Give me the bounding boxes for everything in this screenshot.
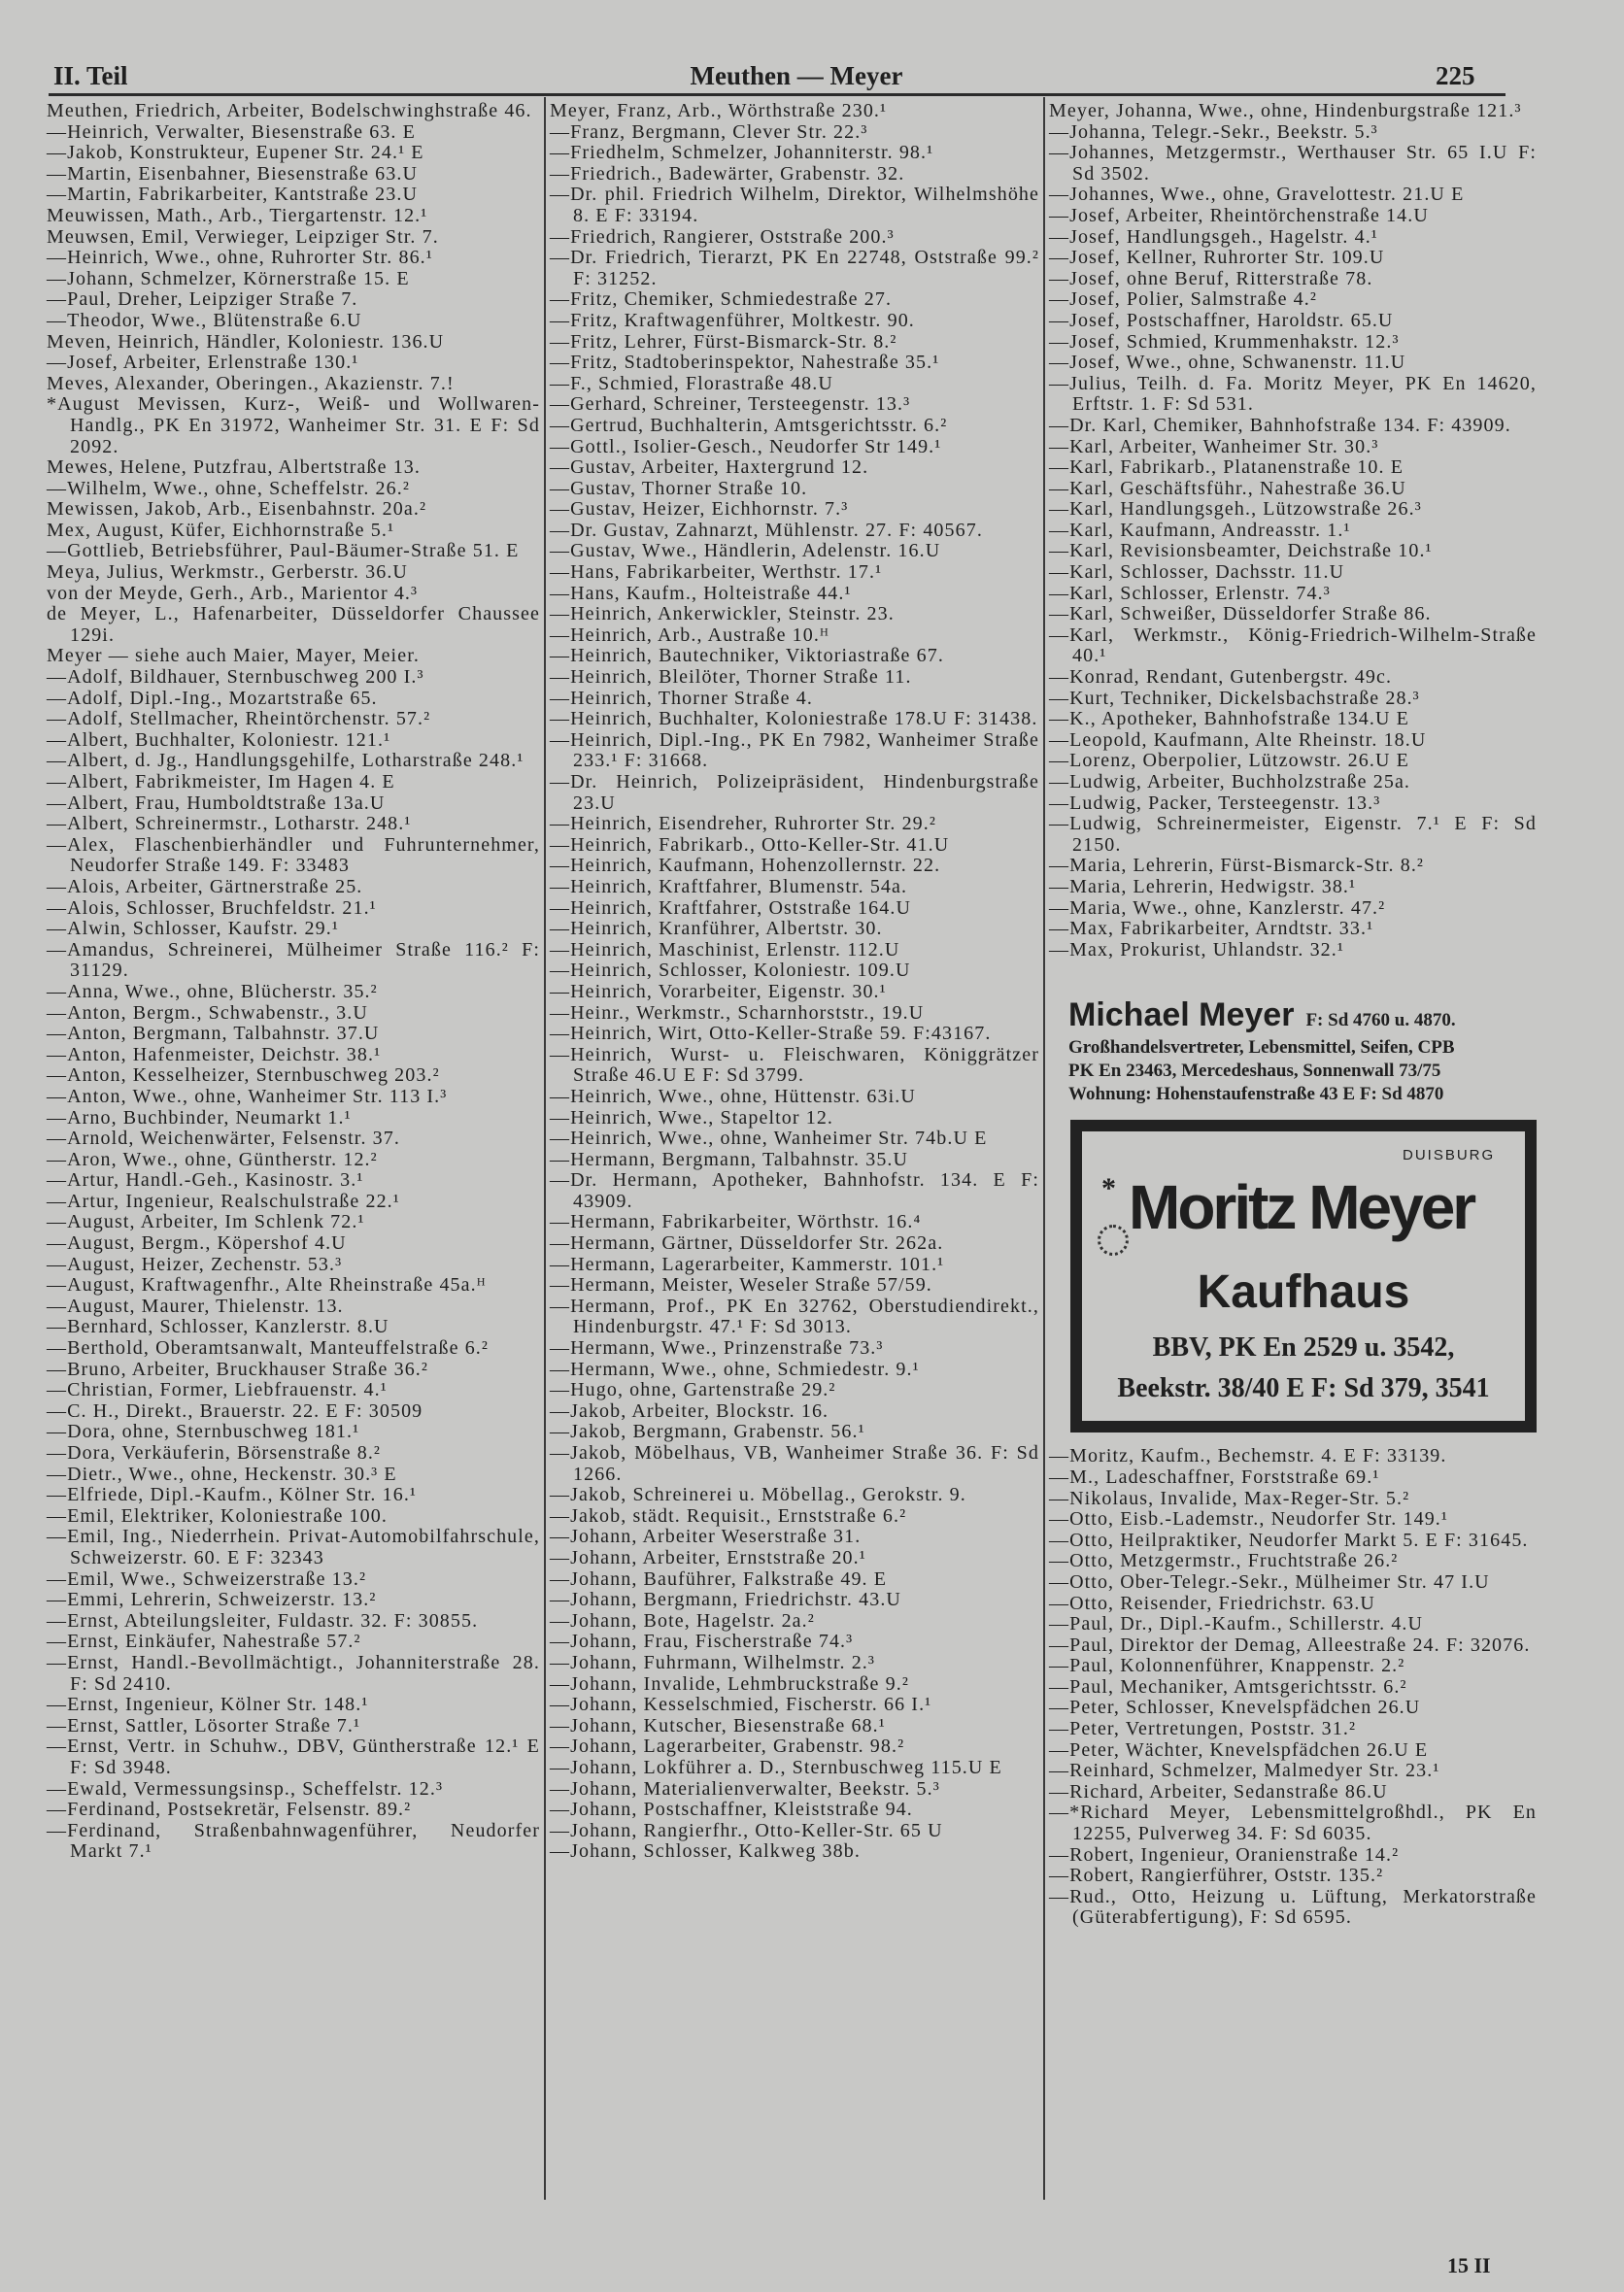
directory-entry: —Johann, Frau, Fischerstraße 74.³ — [550, 1631, 854, 1653]
directory-entry: —Heinrich, Fabrikarb., Otto-Keller-Str. 41.U — [550, 833, 950, 856]
directory-entry: —Fritz, Stadtoberinspektor, Nahestraße 35.¹ — [550, 352, 940, 374]
directory-entry: —Karl, Revisionsbeamter, Deichstraße 10.¹ — [1049, 540, 1433, 562]
directory-entry: —Ernst, Vertr. in Schuhw., DBV, Güntherstraße 12.¹ E F: Sd 3948. — [47, 1736, 540, 1778]
directory-entry: —Karl, Werkmstr., König-Friedrich-Wilhelm-Straße 40.¹ — [1049, 624, 1537, 667]
directory-entry: —Dr. Gustav, Zahnarzt, Mühlenstr. 27. F: 40567. — [550, 519, 983, 541]
directory-entry: Meven, Heinrich, Händler, Koloniestr. 136.U — [47, 330, 445, 353]
directory-entry: —Anton, Bergmann, Talbahnstr. 37.U — [47, 1023, 380, 1045]
directory-entry: Meves, Alexander, Oberingen., Akazienstr. 7.! — [47, 372, 455, 394]
directory-entry: —Otto, Heilpraktiker, Neudorfer Markt 5. E F: 31645. — [1049, 1529, 1529, 1551]
directory-entry: —Johannes, Wwe., ohne, Gravelottestr. 21.U E — [1049, 184, 1465, 206]
directory-entry: —Dora, ohne, Sternbuschweg 181.¹ — [47, 1421, 360, 1443]
page-number: 225 — [1436, 61, 1475, 90]
ad-line: Großhandelsvertreter, Lebensmittel, Seifen, CPB — [1068, 1037, 1455, 1059]
directory-entry: —Gustav, Thorner Straße 10. — [550, 477, 808, 499]
directory-entry: —Friedrich., Badewärter, Grabenstr. 32. — [550, 162, 905, 185]
directory-entry: —F., Schmied, Florastraße 48.U — [550, 372, 833, 394]
wreath-icon — [1098, 1225, 1129, 1256]
directory-column-3-top — [1049, 101, 1537, 961]
directory-entry: —Anton, Wwe., ohne, Wanheimer Str. 113 I.³ — [47, 1085, 448, 1107]
directory-entry: —Jakob, Möbelhaus, VB, Wanheimer Straße 36. F: Sd 1266. — [550, 1442, 1039, 1485]
directory-entry: —Heinrich, Kraftfahrer, Blumenstr. 54a. — [550, 875, 908, 897]
directory-entry: —Emmi, Lehrerin, Schweizerstr. 13.² — [47, 1589, 377, 1611]
directory-entry: —Albert, Fabrikmeister, Im Hagen 4. E — [47, 771, 395, 792]
directory-entry: —Heinrich, Buchhalter, Koloniestraße 178.U F: 31438. — [550, 708, 1038, 730]
directory-entry: —Alois, Schlosser, Bruchfeldstr. 21.¹ — [47, 896, 377, 919]
directory-entry: —Albert, Schreinermstr., Lotharstr. 248.¹ — [47, 813, 412, 835]
directory-entry: —K., Apotheker, Bahnhofstraße 134.U E — [1049, 708, 1409, 730]
directory-entry: —Hugo, ohne, Gartenstraße 29.² — [550, 1379, 836, 1401]
logo-text: Moritz Meyer — [1129, 1172, 1474, 1243]
directory-entry: —Artur, Handl.-Geh., Kasinostr. 3.¹ — [47, 1169, 364, 1192]
directory-entry: —Ernst, Ingenieur, Kölner Str. 148.¹ — [47, 1694, 369, 1716]
directory-entry: —Christian, Former, Liebfrauenstr. 4.¹ — [47, 1379, 388, 1401]
ad-line: PK En 23463, Mercedeshaus, Sonnenwall 73/75 — [1068, 1061, 1441, 1082]
directory-column-2 — [550, 101, 1039, 1863]
section-label: II. Teil — [53, 61, 128, 90]
ad-subtitle: Kaufhaus — [1197, 1266, 1410, 1319]
directory-entry: —Hermann, Lagerarbeiter, Kammerstr. 101.¹ — [550, 1253, 945, 1275]
directory-entry: —Martin, Fabrikarbeiter, Kantstraße 23.U — [47, 184, 418, 206]
directory-entry: —Reinhard, Schmelzer, Malmedyer Str. 23.¹ — [1049, 1760, 1440, 1782]
directory-entry: —Heinrich, Bautechniker, Viktoriastraße 67. — [550, 645, 944, 667]
directory-entry: —Karl, Arbeiter, Wanheimer Str. 30.³ — [1049, 435, 1379, 457]
directory-entry: —Josef, ohne Beruf, Ritterstraße 78. — [1049, 267, 1373, 289]
directory-entry: —Hermann, Fabrikarbeiter, Wörthstr. 16.⁴ — [550, 1211, 922, 1233]
directory-entry: —Johann, Schlosser, Kalkweg 38b. — [550, 1840, 861, 1863]
ad-line: Wohnung: Hohenstaufenstraße 43 E F: Sd 4870 — [1068, 1084, 1444, 1105]
directory-entry: Meyer, Franz, Arb., Wörthstraße 230.¹ — [550, 100, 888, 121]
directory-entry: —August, Arbeiter, Im Schlenk 72.¹ — [47, 1211, 365, 1233]
directory-entry: —Josef, Wwe., ohne, Schwanenstr. 11.U — [1049, 352, 1406, 374]
directory-entry: —Franz, Bergmann, Clever Str. 22.³ — [550, 120, 868, 143]
directory-entry: —Paul, Direktor der Demag, Alleestraße 24. F: 32076. — [1049, 1634, 1531, 1656]
directory-entry: —Ludwig, Schreinermeister, Eigenstr. 7.¹ E F: Sd 2150. — [1049, 813, 1537, 856]
directory-entry: —Heinrich, Vorarbeiter, Eigenstr. 30.¹ — [550, 980, 887, 1002]
header-rule — [49, 93, 1506, 96]
directory-entry: —Ernst, Sattler, Lösorter Straße 7.¹ — [47, 1714, 361, 1736]
directory-entry: —Dr. Hermann, Apotheker, Bahnhofstr. 134. E F: 43909. — [550, 1169, 1039, 1212]
directory-entry: —Ferdinand, Straßenbahnwagenführer, Neudorfer Markt 7.¹ — [47, 1819, 540, 1863]
directory-entry: —Johann, Fuhrmann, Wilhelmstr. 2.³ — [550, 1651, 875, 1673]
directory-entry: —Heinrich, Wwe., ohne, Ruhrorter Str. 86.¹ — [47, 247, 433, 269]
directory-entry: —Johann, Bergmann, Friedrichstr. 43.U — [550, 1589, 901, 1611]
directory-entry: —Gustav, Wwe., Händlerin, Adelenstr. 16.U — [550, 540, 941, 562]
directory-entry: —Maria, Wwe., ohne, Kanzlerstr. 47.² — [1049, 896, 1386, 919]
directory-entry: —Johann, Kesselschmied, Fischerstr. 66 I.¹ — [550, 1694, 932, 1716]
directory-entry: —Johann, Arbeiter Weserstraße 31. — [550, 1526, 862, 1548]
directory-entry: —Johann, Lokführer a. D., Sternbuschweg 115.U E — [550, 1756, 1002, 1778]
directory-entry: —Max, Prokurist, Uhlandstr. 32.¹ — [1049, 938, 1344, 961]
directory-entry: —Hans, Fabrikarbeiter, Werthstr. 17.¹ — [550, 561, 883, 584]
directory-entry: —Hans, Kaufm., Holteistraße 44.¹ — [550, 582, 852, 604]
directory-entry: de Meyer, L., Hafenarbeiter, Düsseldorfer Chaussee 129i. — [47, 603, 540, 646]
directory-entry: —August, Maurer, Thielenstr. 13. — [47, 1295, 344, 1317]
directory-entry: —Dr. Heinrich, Polizeipräsident, Hindenburgstraße 23.U — [550, 771, 1039, 814]
directory-entry: —Bernhard, Schlosser, Kanzlerstr. 8.U — [47, 1316, 389, 1338]
directory-entry: —Maria, Lehrerin, Fürst-Bismarck-Str. 8.² — [1049, 855, 1425, 877]
directory-entry: —Johann, Schmelzer, Körnerstraße 15. E — [47, 267, 410, 289]
directory-entry: —Ernst, Einkäufer, Nahestraße 57.² — [47, 1631, 361, 1653]
directory-entry: —Alois, Arbeiter, Gärtnerstraße 25. — [47, 875, 363, 897]
directory-entry: —Friedrich, Rangierer, Oststraße 200.³ — [550, 225, 895, 248]
directory-entry: —Heinr., Werkmstr., Scharnhorststr., 19.U — [550, 1001, 925, 1024]
directory-entry: —Lorenz, Oberpolier, Lützowstr. 26.U E — [1049, 750, 1409, 772]
directory-entry: —Hermann, Gärtner, Düsseldorfer Str. 262a. — [550, 1232, 944, 1255]
directory-entry: Meuwissen, Math., Arb., Tiergartenstr. 12.¹ — [47, 204, 428, 226]
directory-entry: —Dr. Karl, Chemiker, Bahnhofstraße 134. F: 43909. — [1049, 414, 1511, 436]
directory-entry: —Dr. Friedrich, Tierarzt, PK En 22748, Oststraße 99.² F: 31252. — [550, 247, 1039, 289]
directory-entry: —Johann, Materialienverwalter, Beekstr. 5.³ — [550, 1777, 940, 1800]
directory-entry: Meuwsen, Emil, Verwieger, Leipziger Str. 7. — [47, 225, 439, 248]
directory-entry: —Heinrich, Kaufmann, Hohenzollernstr. 22. — [550, 855, 941, 877]
directory-entry: —Moritz, Kaufm., Bechemstr. 4. E F: 33139. — [1049, 1445, 1447, 1467]
directory-entry: —Amandus, Schreinerei, Mülheimer Straße 116.² F: 31129. — [47, 938, 540, 982]
directory-entry: —Dietr., Wwe., ohne, Heckenstr. 30.³ E — [47, 1463, 397, 1485]
directory-entry: —Karl, Handlungsgeh., Lützowstraße 26.³ — [1049, 498, 1422, 521]
directory-entry: —Heinrich, Wirt, Otto-Keller-Straße 59. F:43167. — [550, 1023, 992, 1045]
directory-entry: —Peter, Vertretungen, Poststr. 31.² — [1049, 1718, 1357, 1740]
advertisement-michael-meyer — [1068, 994, 1537, 1106]
directory-entry: —Dora, Verkäuferin, Börsenstraße 8.² — [47, 1442, 382, 1464]
directory-entry: —Richard, Arbeiter, Sedanstraße 86.U — [1049, 1780, 1388, 1803]
directory-entry: —Paul, Dr., Dipl.-Kaufm., Schillerstr. 4.U — [1049, 1613, 1424, 1635]
directory-entry: —Gottl., Isolier-Gesch., Neudorfer Str 149.¹ — [550, 435, 942, 457]
directory-entry: —Peter, Schlosser, Knevelspfädchen 26.U — [1049, 1697, 1421, 1719]
directory-entry: —Karl, Kaufmann, Andreasstr. 1.¹ — [1049, 519, 1351, 541]
directory-entry: —Johann, Kutscher, Biesenstraße 68.¹ — [550, 1714, 886, 1736]
directory-entry: —Heinrich, Maschinist, Erlenstr. 112.U — [550, 938, 900, 961]
directory-entry: —Peter, Wächter, Knevelspfädchen 26.U E — [1049, 1738, 1429, 1761]
directory-entry: —Karl, Fabrikarb., Platanenstraße 10. E — [1049, 456, 1404, 479]
directory-entry: —Jakob, Bergmann, Grabenstr. 56.¹ — [550, 1421, 865, 1443]
directory-entry: —Karl, Schweißer, Düsseldorfer Straße 86. — [1049, 603, 1432, 625]
directory-entry: Mewissen, Jakob, Arb., Eisenbahnstr. 20a.² — [47, 498, 427, 521]
directory-entry: —Heinrich, Wwe., ohne, Wanheimer Str. 74b.U E — [550, 1128, 988, 1150]
directory-entry: —Heinrich, Wurst- u. Fleischwaren, Königgrätzer Straße 46.U E F: Sd 3799. — [550, 1043, 1039, 1087]
directory-entry: —Gertrud, Buchhalterin, Amtsgerichtsstr. 6.² — [550, 414, 948, 436]
directory-entry: —Dr. phil. Friedrich Wilhelm, Direktor, Wilhelmshöhe 8. E F: 33194. — [550, 184, 1039, 226]
directory-entry: —Albert, d. Jg., Handlungsgehilfe, Lotharstraße 248.¹ — [47, 750, 524, 772]
directory-entry: —Konrad, Rendant, Gutenbergstr. 49c. — [1049, 666, 1393, 689]
directory-column-1 — [47, 101, 540, 1863]
directory-entry: Meyer — siehe auch Maier, Mayer, Meier. — [47, 645, 420, 667]
directory-entry: —Ernst, Abteilungsleiter, Fuldastr. 32. F: 30855. — [47, 1609, 479, 1632]
directory-entry: —Heinrich, Verwalter, Biesenstraße 63. E — [47, 120, 416, 143]
directory-entry: —Adolf, Bildhauer, Sternbuschweg 200 I.³ — [47, 666, 424, 689]
directory-entry: —Aron, Wwe., ohne, Güntherstr. 12.² — [47, 1148, 378, 1170]
directory-entry: —Anna, Wwe., ohne, Blücherstr. 35.² — [47, 980, 378, 1002]
directory-entry: —Adolf, Stellmacher, Rheintörchenstr. 57.² — [47, 708, 431, 730]
directory-entry: —Julius, Teilh. d. Fa. Moritz Meyer, PK En 14620, Erftstr. 1. F: Sd 531. — [1049, 372, 1537, 416]
directory-entry: —M., Ladeschaffner, Forststraße 69.¹ — [1049, 1466, 1380, 1488]
directory-entry: —Johann, Arbeiter, Ernststraße 20.¹ — [550, 1546, 866, 1568]
ad-line: BBV, PK En 2529 u. 3542, — [1152, 1332, 1455, 1364]
directory-entry: —Alex, Flaschenbierhändler und Fuhrunternehmer, Neudorfer Straße 149. F: 33483 — [47, 833, 540, 877]
directory-entry: —Josef, Handlungsgeh., Hagelstr. 4.¹ — [1049, 225, 1378, 248]
directory-entry: —Emil, Elektriker, Koloniestraße 100. — [47, 1504, 388, 1527]
directory-entry: —Friedhelm, Schmelzer, Johanniterstr. 98.¹ — [550, 142, 934, 164]
directory-entry: —Heinrich, Bleilöter, Thorner Straße 11. — [550, 666, 912, 689]
directory-entry: —Anton, Kesselheizer, Sternbuschweg 203.² — [47, 1064, 440, 1087]
directory-entry: —Hermann, Meister, Weseler Straße 57/59. — [550, 1274, 932, 1297]
directory-entry: —Artur, Ingenieur, Realschulstraße 22.¹ — [47, 1190, 400, 1212]
directory-entry: —Jakob, Konstrukteur, Eupener Str. 24.¹ E — [47, 142, 424, 164]
directory-entry: —Albert, Frau, Humboldtstraße 13a.U — [47, 792, 386, 814]
directory-entry: —Hermann, Wwe., Prinzenstraße 73.³ — [550, 1337, 884, 1360]
directory-entry: —Paul, Dreher, Leipziger Straße 7. — [47, 288, 358, 311]
directory-entry: —Gustav, Arbeiter, Haxtergrund 12. — [550, 456, 869, 479]
directory-entry: —Heinrich, Eisendreher, Ruhrorter Str. 29.² — [550, 813, 936, 835]
directory-entry: —Josef, Arbeiter, Erlenstraße 130.¹ — [47, 352, 359, 374]
directory-entry: —Heinrich, Arb., Austraße 10.ᴴ — [550, 624, 829, 646]
directory-entry: —Johannes, Metzgermstr., Werthauser Str. 65 I.U F: Sd 3502. — [1049, 142, 1537, 185]
directory-entry: —Hermann, Prof., PK En 32762, Oberstudiendirekt., Hindenburgstr. 47.¹ F: Sd 3013. — [550, 1295, 1039, 1338]
directory-entry: —Arnold, Weichenwärter, Felsenstr. 37. — [47, 1128, 400, 1150]
directory-entry: —Adolf, Dipl.-Ing., Mozartstraße 65. — [47, 687, 378, 709]
directory-entry: —Hermann, Wwe., ohne, Schmiedestr. 9.¹ — [550, 1358, 920, 1380]
directory-entry: —Paul, Kolonnenführer, Knappenstr. 2.² — [1049, 1655, 1405, 1677]
directory-entry: —Wilhelm, Wwe., ohne, Scheffelstr. 26.² — [47, 477, 410, 499]
directory-entry: —Martin, Eisenbahner, Biesenstraße 63.U — [47, 162, 419, 185]
directory-entry: —Johanna, Telegr.-Sekr., Beekstr. 5.³ — [1049, 120, 1378, 143]
ad-line: Beekstr. 38/40 E F: Sd 379, 3541 — [1117, 1373, 1490, 1404]
directory-entry: —Rud., Otto, Heizung u. Lüftung, Merkatorstraße (Güterabfertigung), F: Sd 6595. — [1049, 1885, 1537, 1929]
directory-entry: Meya, Julius, Werkmstr., Gerberstr. 36.U — [47, 561, 408, 584]
ad-phone: F: Sd 4760 u. 4870. — [1305, 1010, 1456, 1031]
directory-entry: —Otto, Metzgermstr., Fruchtstraße 26.² — [1049, 1550, 1399, 1572]
directory-entry: —Maria, Lehrerin, Hedwigstr. 38.¹ — [1049, 875, 1357, 897]
directory-entry: —Otto, Eisb.-Lademstr., Neudorfer Str. 149.¹ — [1049, 1508, 1449, 1531]
directory-entry: —Heinrich, Wwe., Stapeltor 12. — [550, 1106, 834, 1129]
column-divider — [1043, 97, 1045, 2200]
directory-entry: —Johann, Bauführer, Falkstraße 49. E — [550, 1567, 888, 1590]
directory-entry: —Ernst, Handl.-Bevollmächtigt., Johanniterstraße 28. F: Sd 2410. — [47, 1651, 540, 1695]
directory-entry: —Heinrich, Thorner Straße 4. — [550, 687, 813, 709]
directory-entry: —Heinrich, Schlosser, Koloniestr. 109.U — [550, 960, 911, 982]
directory-entry: *August Mevissen, Kurz-, Weiß- und Wollwaren-Handlg., PK En 31972, Wanheimer Str. 31. E F: Sd 2092. — [47, 393, 540, 457]
directory-entry: —Kurt, Techniker, Dickelsbachstraße 28.³ — [1049, 687, 1420, 709]
directory-entry: —Karl, Schlosser, Dachsstr. 11.U — [1049, 561, 1345, 584]
directory-entry: —Robert, Ingenieur, Oranienstraße 14.² — [1049, 1843, 1400, 1866]
directory-entry: —C. H., Direkt., Brauerstr. 22. E F: 30509 — [47, 1399, 423, 1422]
directory-entry: —Robert, Rangierführer, Oststr. 135.² — [1049, 1865, 1384, 1887]
directory-entry: —Fritz, Kraftwagenführer, Moltkestr. 90. — [550, 309, 915, 331]
directory-column-3 — [1049, 101, 1537, 1929]
advertisement-moritz-meyer — [1070, 1120, 1537, 1432]
directory-entry: —Heinrich, Wwe., ohne, Hüttenstr. 63i.U — [550, 1085, 916, 1107]
directory-entry: —Fritz, Lehrer, Fürst-Bismarck-Str. 8.² — [550, 330, 897, 353]
directory-entry: —Karl, Geschäftsführ., Nahestraße 36.U — [1049, 477, 1406, 499]
directory-entry: —Otto, Reisender, Friedrichstr. 63.U — [1049, 1592, 1375, 1614]
directory-entry: Mex, August, Küfer, Eichhornstraße 5.¹ — [47, 519, 395, 541]
directory-entry: —Leopold, Kaufmann, Alte Rheinstr. 18.U — [1049, 728, 1427, 751]
directory-entry: —Anton, Hafenmeister, Deichstr. 38.¹ — [47, 1043, 382, 1065]
directory-entry: —Gottlieb, Betriebsführer, Paul-Bäumer-Straße 51. E — [47, 540, 520, 562]
directory-entry: —Alwin, Schlosser, Kaufstr. 29.¹ — [47, 918, 339, 940]
directory-entry: —Emil, Ing., Niederrhein. Privat-Automobilfahrschule, Schweizerstr. 60. E F: 32343 — [47, 1526, 540, 1568]
directory-entry: —August, Kraftwagenfhr., Alte Rheinstraße 45a.ᴴ — [47, 1274, 487, 1297]
directory-entry: —Josef, Kellner, Ruhrorter Str. 109.U — [1049, 247, 1385, 269]
directory-column-3-bottom — [1049, 1446, 1537, 1929]
directory-entry: —Heinrich, Kranführer, Albertstr. 30. — [550, 918, 883, 940]
directory-entry: —Arno, Buchbinder, Neumarkt 1.¹ — [47, 1106, 352, 1129]
directory-entry: —Anton, Bergm., Schwabenstr., 3.U — [47, 1001, 368, 1024]
directory-entry: —Johann, Rangierfhr., Otto-Keller-Str. 65 U — [550, 1819, 943, 1841]
directory-entry: von der Meyde, Gerh., Arb., Marientor 4.³ — [47, 582, 419, 604]
directory-entry: —Heinrich, Kraftfahrer, Oststraße 164.U — [550, 896, 911, 919]
directory-entry: —Heinrich, Dipl.-Ing., PK En 7982, Wanheimer Straße 233.¹ F: 31668. — [550, 728, 1039, 772]
directory-entry: —Johann, Invalide, Lehmbruckstraße 9.² — [550, 1672, 909, 1695]
directory-entry: —Nikolaus, Invalide, Max-Reger-Str. 5.² — [1049, 1487, 1410, 1509]
directory-entry: —Ewald, Vermessungsinsp., Scheffelstr. 12.³ — [47, 1777, 444, 1800]
directory-entry: —Johann, Lagerarbeiter, Grabenstr. 98.² — [550, 1736, 905, 1758]
directory-entry: —Johann, Bote, Hagelstr. 2a.² — [550, 1609, 815, 1632]
directory-entry: —Josef, Arbeiter, Rheintörchenstraße 14.U — [1049, 204, 1429, 226]
directory-entry: —Ludwig, Arbeiter, Buchholzstraße 25a. — [1049, 771, 1411, 792]
directory-entry: —*Richard Meyer, Lebensmittelgroßhdl., PK En 12255, Pulverweg 34. F: Sd 6035. — [1049, 1802, 1537, 1845]
directory-entry: —Albert, Buchhalter, Koloniestr. 121.¹ — [47, 728, 391, 751]
directory-entry: —August, Bergm., Köpershof 4.U — [47, 1232, 347, 1255]
star-mark: * — [1101, 1172, 1116, 1205]
directory-entry: —Bruno, Arbeiter, Bruckhauser Straße 36.² — [47, 1358, 428, 1380]
directory-entry: —Fritz, Chemiker, Schmiedestraße 27. — [550, 288, 893, 311]
page-title: Meuthen — Meyer — [690, 61, 903, 90]
city-label: DUISBURG — [1403, 1147, 1496, 1164]
signature-mark: 15 II — [1447, 2253, 1491, 2277]
directory-entry: —Johann, Postschaffner, Kleiststraße 94. — [550, 1799, 913, 1821]
column-divider — [544, 97, 546, 2200]
directory-entry: —Otto, Ober-Telegr.-Sekr., Mülheimer Str. 47 I.U — [1049, 1570, 1490, 1593]
directory-entry: Meyer, Johanna, Wwe., ohne, Hindenburgstraße 121.³ — [1049, 100, 1522, 121]
directory-entry: —Gerhard, Schreiner, Tersteegenstr. 13.³ — [550, 393, 911, 416]
directory-entry: —Gustav, Heizer, Eichhornstr. 7.³ — [550, 498, 849, 521]
directory-entry: —Josef, Schmied, Krummenhakstr. 12.³ — [1049, 330, 1400, 353]
directory-entry: —Elfriede, Dipl.-Kaufm., Kölner Str. 16.¹ — [47, 1484, 418, 1506]
directory-entry: —Hermann, Bergmann, Talbahnstr. 35.U — [550, 1148, 909, 1170]
directory-entry: —Ferdinand, Postsekretär, Felsenstr. 89.² — [47, 1799, 412, 1821]
directory-entry: —Emil, Wwe., Schweizerstraße 13.² — [47, 1567, 367, 1590]
directory-entry: —Josef, Polier, Salmstraße 4.² — [1049, 288, 1317, 311]
directory-entry: —Jakob, Schreinerei u. Möbellag., Gerokstr. 9. — [550, 1484, 966, 1506]
directory-entry: —Max, Fabrikarbeiter, Arndtstr. 33.¹ — [1049, 918, 1374, 940]
directory-entry: —Ludwig, Packer, Tersteegenstr. 13.³ — [1049, 792, 1381, 814]
ad-name: Michael Meyer — [1068, 996, 1295, 1034]
directory-entry: —Jakob, städt. Requisit., Ernststraße 6.² — [550, 1504, 907, 1527]
directory-entry: —August, Heizer, Zechenstr. 53.³ — [47, 1253, 343, 1275]
directory-entry: —Karl, Schlosser, Erlenstr. 74.³ — [1049, 582, 1331, 604]
directory-entry: —Jakob, Arbeiter, Blockstr. 16. — [550, 1399, 829, 1422]
directory-entry: Mewes, Helene, Putzfrau, Albertstraße 13. — [47, 456, 421, 479]
directory-entry: —Josef, Postschaffner, Haroldstr. 65.U — [1049, 309, 1394, 331]
directory-entry: Meuthen, Friedrich, Arbeiter, Bodelschwinghstraße 46. — [47, 100, 532, 121]
directory-entry: —Paul, Mechaniker, Amtsgerichtsstr. 6.² — [1049, 1675, 1407, 1698]
directory-entry: —Theodor, Wwe., Blütenstraße 6.U — [47, 309, 362, 331]
directory-entry: —Heinrich, Ankerwickler, Steinstr. 23. — [550, 603, 895, 625]
directory-entry: —Berthold, Oberamtsanwalt, Manteuffelstraße 6.² — [47, 1337, 489, 1360]
